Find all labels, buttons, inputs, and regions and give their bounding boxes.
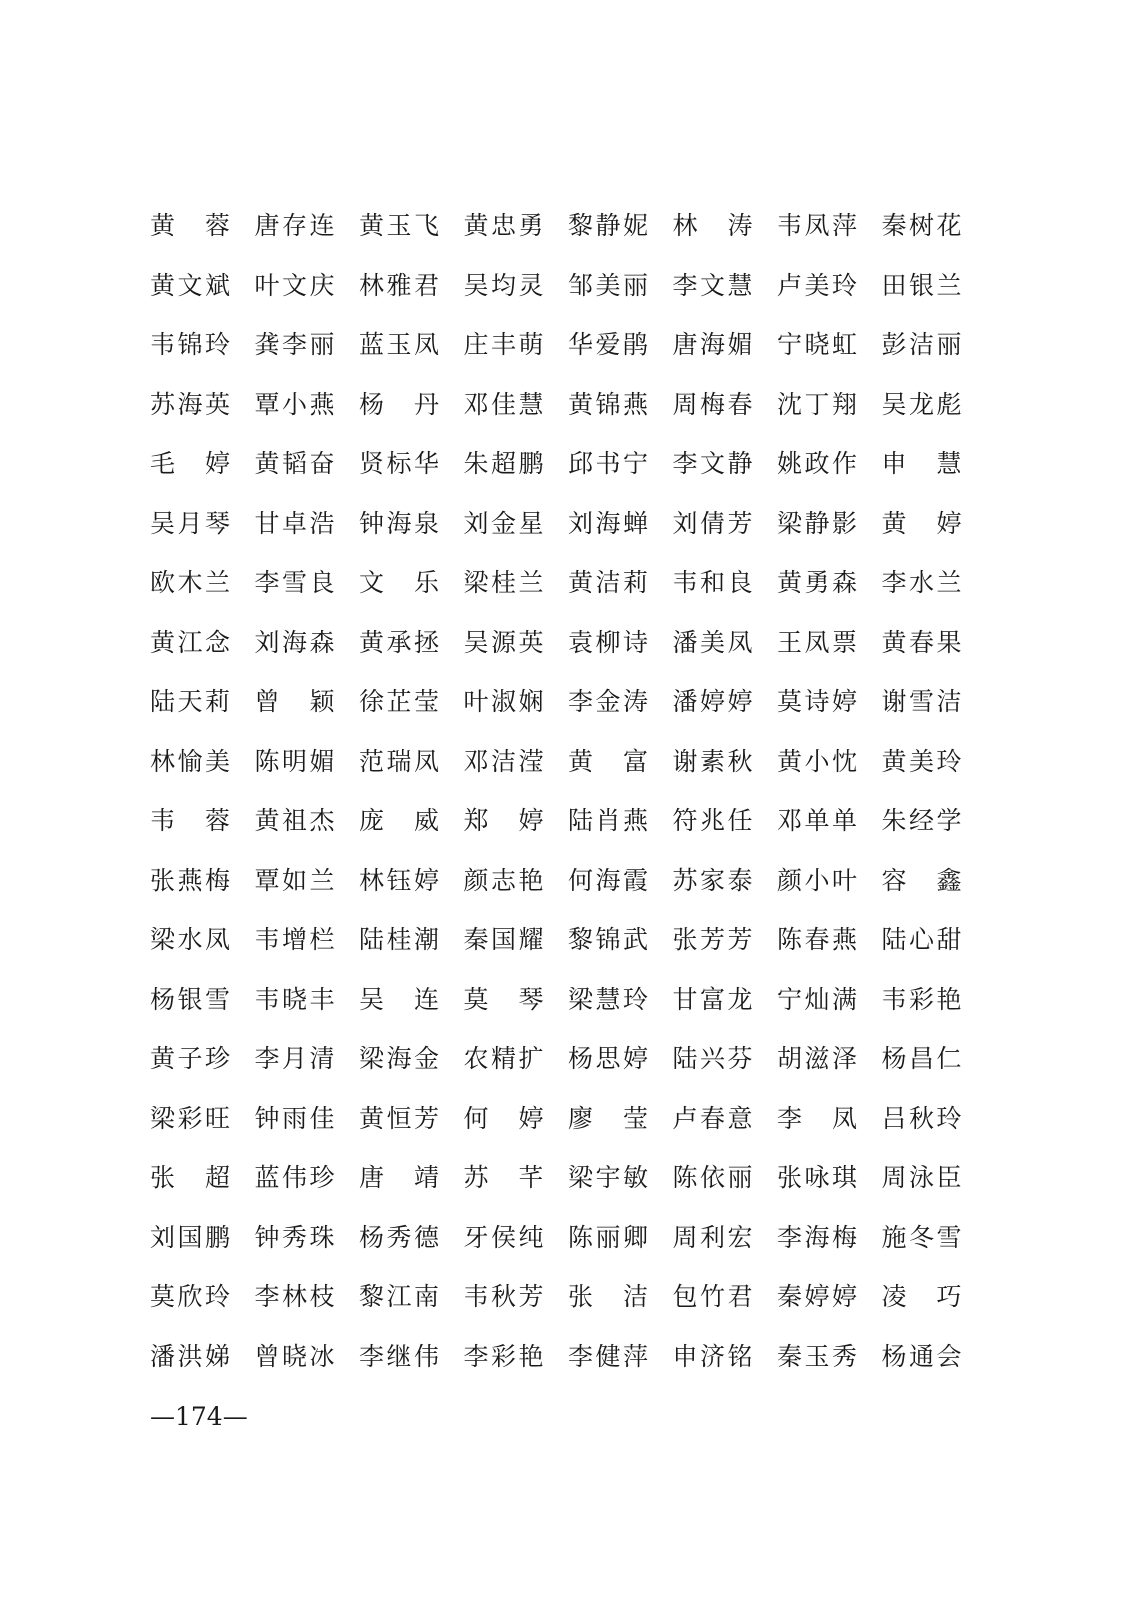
name-entry: 莫 诗 婷	[777, 687, 857, 717]
name-entry: 李 继 伟	[359, 1341, 439, 1371]
name-entry: 邓 佳 慧	[463, 389, 544, 419]
name-entry: 梁 彩 旺	[150, 1103, 230, 1133]
name-entry: 陆 兴 芬	[672, 1044, 753, 1074]
name-entry: 邓 单 单	[777, 806, 857, 836]
name-entry: 钟 海 泉	[359, 508, 439, 538]
name-entry: 黄 忠 勇	[463, 211, 544, 241]
name-entry: 徐 芷 莹	[359, 687, 439, 717]
name-entry: 吕 秋 玲	[881, 1103, 962, 1133]
name-entry: 黄 蓉	[150, 211, 230, 241]
name-entry: 莫 欣 玲	[150, 1282, 230, 1312]
name-entry: 黎 锦 武	[568, 925, 648, 955]
name-entry: 黄 锦 燕	[568, 389, 648, 419]
name-entry: 秦 国 耀	[463, 925, 544, 955]
name-entry: 黄 富	[568, 746, 648, 776]
name-entry: 陆 天 莉	[150, 687, 230, 717]
name-entry: 黎 江 南	[359, 1282, 439, 1312]
name-entry: 吴 月 琴	[150, 508, 230, 538]
name-entry: 周 梅 春	[672, 389, 753, 419]
name-entry: 农 精 扩	[463, 1044, 544, 1074]
name-entry: 覃 如 兰	[254, 865, 335, 895]
name-entry: 刘 海 蝉	[568, 508, 648, 538]
name-entry: 蓝 伟 珍	[254, 1163, 335, 1193]
name-entry: 黄 子 珍	[150, 1044, 230, 1074]
name-entry: 黄 小 忱	[777, 746, 857, 776]
name-entry: 唐 靖	[359, 1163, 439, 1193]
name-entry: 韦 彩 艳	[881, 984, 962, 1014]
name-entry: 李 金 涛	[568, 687, 648, 717]
name-entry: 苏 家 泰	[672, 865, 753, 895]
name-entry: 黄 韬 奋	[254, 449, 335, 479]
name-entry: 周 利 宏	[672, 1222, 753, 1252]
name-entry: 庄 丰 萌	[463, 330, 544, 360]
name-entry: 林 雅 君	[359, 270, 439, 300]
name-list-grid	[150, 196, 970, 1386]
name-entry: 陆 桂 潮	[359, 925, 439, 955]
name-entry: 韦 秋 芳	[463, 1282, 544, 1312]
name-entry: 韦 晓 丰	[254, 984, 335, 1014]
name-entry: 朱 经 学	[881, 806, 962, 836]
name-entry: 钟 秀 珠	[254, 1222, 335, 1252]
name-entry: 梁 静 影	[777, 508, 857, 538]
name-entry: 刘 海 森	[254, 627, 335, 657]
name-entry: 叶 文 庆	[254, 270, 335, 300]
name-entry: 凌 巧	[881, 1282, 962, 1312]
name-entry: 甘 富 龙	[672, 984, 753, 1014]
name-entry: 容 鑫	[881, 865, 962, 895]
name-entry: 刘 国 鹏	[150, 1222, 230, 1252]
name-entry: 朱 超 鹏	[463, 449, 544, 479]
name-entry: 曾 晓 冰	[254, 1341, 335, 1371]
name-entry: 李 水 兰	[881, 568, 962, 598]
name-entry: 杨 秀 德	[359, 1222, 439, 1252]
name-entry: 施 冬 雪	[881, 1222, 962, 1252]
name-entry: 黄 春 果	[881, 627, 962, 657]
name-entry: 钟 雨 佳	[254, 1103, 335, 1133]
name-entry: 张 芳 芳	[672, 925, 753, 955]
name-entry: 包 竹 君	[672, 1282, 753, 1312]
name-entry: 张 咏 琪	[777, 1163, 857, 1193]
name-entry: 韦 增 栏	[254, 925, 335, 955]
name-entry: 宁 灿 满	[777, 984, 857, 1014]
name-entry: 黄 文 斌	[150, 270, 230, 300]
name-entry: 叶 淑 娴	[463, 687, 544, 717]
name-entry: 廖 莹	[568, 1103, 648, 1133]
name-entry: 李 彩 艳	[463, 1341, 544, 1371]
name-entry: 黄 江 念	[150, 627, 230, 657]
name-entry: 彭 洁 丽	[881, 330, 962, 360]
name-entry: 谢 雪 洁	[881, 687, 962, 717]
name-entry: 文 乐	[359, 568, 439, 598]
name-entry: 袁 柳 诗	[568, 627, 648, 657]
name-entry: 李 海 梅	[777, 1222, 857, 1252]
name-entry: 蓝 玉 凤	[359, 330, 439, 360]
name-entry: 秦 玉 秀	[777, 1341, 857, 1371]
name-entry: 邹 美 丽	[568, 270, 648, 300]
name-entry: 庞 威	[359, 806, 439, 836]
name-entry: 秦 婷 婷	[777, 1282, 857, 1312]
name-entry: 黎 静 妮	[568, 211, 648, 241]
name-entry: 杨 昌 仁	[881, 1044, 962, 1074]
name-entry: 杨 丹	[359, 389, 439, 419]
name-entry: 秦 树 花	[881, 211, 962, 241]
name-entry: 邓 洁 滢	[463, 746, 544, 776]
name-entry: 李 林 枝	[254, 1282, 335, 1312]
name-entry: 牙 侯 纯	[463, 1222, 544, 1252]
name-entry: 韦 蓉	[150, 806, 230, 836]
name-entry: 黄 玉 飞	[359, 211, 439, 241]
name-entry: 韦 和 良	[672, 568, 753, 598]
name-entry: 黄 恒 芳	[359, 1103, 439, 1133]
name-entry: 梁 水 凤	[150, 925, 230, 955]
name-entry: 贤 标 华	[359, 449, 439, 479]
name-entry: 黄 祖 杰	[254, 806, 335, 836]
name-entry: 李 雪 良	[254, 568, 335, 598]
name-entry: 苏 海 英	[150, 389, 230, 419]
name-entry: 唐 海 媚	[672, 330, 753, 360]
name-entry: 潘 洪 娣	[150, 1341, 230, 1371]
name-entry: 颜 小 叶	[777, 865, 857, 895]
name-entry: 沈 丁 翔	[777, 389, 857, 419]
name-entry: 黄 美 玲	[881, 746, 962, 776]
name-entry: 卢 美 玲	[777, 270, 857, 300]
name-entry: 何 婷	[463, 1103, 544, 1133]
name-entry: 刘 金 星	[463, 508, 544, 538]
name-entry: 莫 琴	[463, 984, 544, 1014]
name-entry: 覃 小 燕	[254, 389, 335, 419]
name-entry: 毛 婷	[150, 449, 230, 479]
name-entry: 李 文 静	[672, 449, 753, 479]
name-entry: 韦 锦 玲	[150, 330, 230, 360]
name-entry: 王 凤 票	[777, 627, 857, 657]
name-entry: 吴 源 英	[463, 627, 544, 657]
name-entry: 李 健 萍	[568, 1341, 648, 1371]
name-entry: 陈 春 燕	[777, 925, 857, 955]
page-number: —174—	[150, 1402, 248, 1431]
name-entry: 陈 依 丽	[672, 1163, 753, 1193]
name-entry: 宁 晓 虹	[777, 330, 857, 360]
name-entry: 华 爱 鹃	[568, 330, 648, 360]
name-entry: 杨 通 会	[881, 1341, 962, 1371]
name-entry: 吴 均 灵	[463, 270, 544, 300]
name-entry: 刘 倩 芳	[672, 508, 753, 538]
name-entry: 张 燕 梅	[150, 865, 230, 895]
name-entry: 苏 芊	[463, 1163, 544, 1193]
name-entry: 龚 李 丽	[254, 330, 335, 360]
name-entry: 吴 龙 彪	[881, 389, 962, 419]
name-entry: 颜 志 艳	[463, 865, 544, 895]
name-entry: 卢 春 意	[672, 1103, 753, 1133]
name-entry: 黄 洁 莉	[568, 568, 648, 598]
name-entry: 张 洁	[568, 1282, 648, 1312]
name-entry: 黄 勇 森	[777, 568, 857, 598]
name-entry: 吴 连	[359, 984, 439, 1014]
name-entry: 曾 颖	[254, 687, 335, 717]
name-entry: 申 济 铭	[672, 1341, 753, 1371]
name-entry: 邱 书 宁	[568, 449, 648, 479]
name-entry: 陆 心 甜	[881, 925, 962, 955]
name-entry: 陆 肖 燕	[568, 806, 648, 836]
name-entry: 何 海 霞	[568, 865, 648, 895]
name-entry: 韦 凤 萍	[777, 211, 857, 241]
name-entry: 范 瑞 凤	[359, 746, 439, 776]
name-entry: 梁 慧 玲	[568, 984, 648, 1014]
name-entry: 梁 桂 兰	[463, 568, 544, 598]
name-entry: 黄 承 拯	[359, 627, 439, 657]
name-entry: 李 文 慧	[672, 270, 753, 300]
name-entry: 欧 木 兰	[150, 568, 230, 598]
name-entry: 谢 素 秋	[672, 746, 753, 776]
name-entry: 杨 思 婷	[568, 1044, 648, 1074]
name-entry: 符 兆 任	[672, 806, 753, 836]
name-entry: 杨 银 雪	[150, 984, 230, 1014]
name-entry: 黄 婷	[881, 508, 962, 538]
name-entry: 潘 婷 婷	[672, 687, 753, 717]
name-entry: 潘 美 凤	[672, 627, 753, 657]
name-entry: 梁 宇 敏	[568, 1163, 648, 1193]
name-entry: 陈 丽 卿	[568, 1222, 648, 1252]
name-entry: 陈 明 媚	[254, 746, 335, 776]
name-entry: 郑 婷	[463, 806, 544, 836]
name-entry: 胡 滋 泽	[777, 1044, 857, 1074]
name-entry: 梁 海 金	[359, 1044, 439, 1074]
name-entry: 李 月 清	[254, 1044, 335, 1074]
name-entry: 姚 政 作	[777, 449, 857, 479]
name-entry: 李 凤	[777, 1103, 857, 1133]
name-entry: 林 钰 婷	[359, 865, 439, 895]
name-entry: 申 慧	[881, 449, 962, 479]
name-entry: 张 超	[150, 1163, 230, 1193]
name-entry: 周 泳 臣	[881, 1163, 962, 1193]
name-entry: 甘 卓 浩	[254, 508, 335, 538]
name-entry: 林 愉 美	[150, 746, 230, 776]
name-entry: 唐 存 连	[254, 211, 335, 241]
name-entry: 田 银 兰	[881, 270, 962, 300]
name-entry: 林 涛	[672, 211, 753, 241]
